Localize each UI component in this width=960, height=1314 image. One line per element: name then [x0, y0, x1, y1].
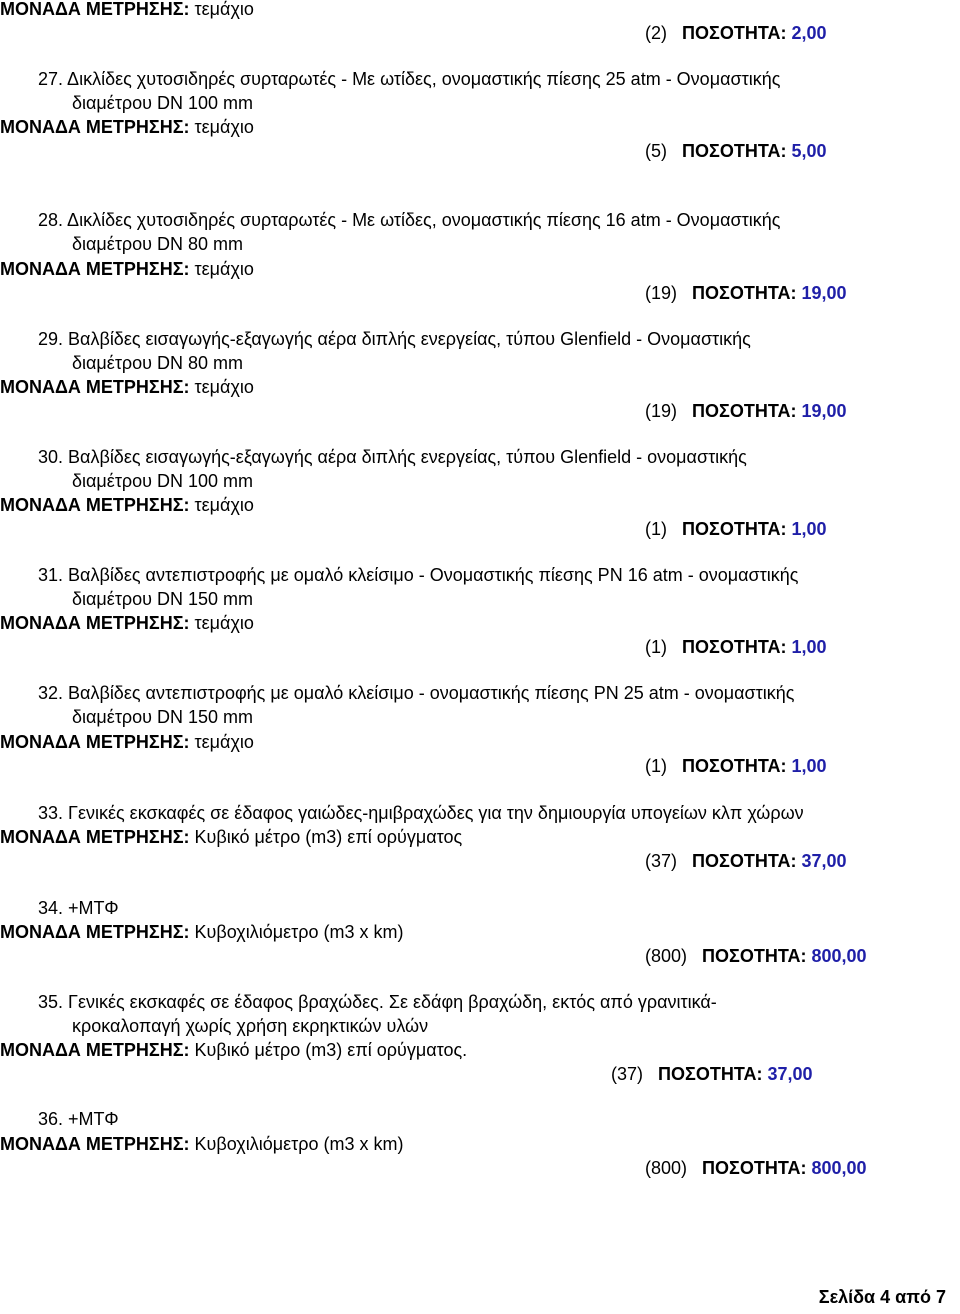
quantity-label: ΠΟΣΟΤΗΤΑ:	[682, 756, 787, 776]
quantity-value: 37,00	[801, 851, 847, 871]
item-27-line1	[38, 68, 780, 90]
item-35-quantity	[611, 1063, 813, 1085]
item-35-line2: κροκαλοπαγή χωρίς χρήση εκρηκτικών υλών	[72, 1016, 429, 1036]
unit-value: τεμάχιο	[194, 0, 254, 19]
item-32-quantity	[645, 755, 827, 777]
quantity-code: (19)	[645, 401, 678, 421]
unit-label: ΜΟΝΑΔΑ ΜΕΤΡΗΣΗΣ:	[0, 613, 190, 633]
unit-value: τεμάχιο	[194, 613, 254, 633]
item-30-unit	[0, 494, 254, 516]
quantity-code: (1)	[645, 637, 667, 657]
item-33-quantity	[645, 850, 847, 872]
unit-value: Κυβικό μέτρο (m3) επί ορύγματος	[194, 827, 463, 847]
item-number: 36.	[38, 1109, 64, 1129]
item-28-line2: διαμέτρου DN 80 mm	[72, 234, 244, 254]
quantity-label: ΠΟΣΟΤΗΤΑ:	[702, 1158, 807, 1178]
quantity-value: 800,00	[811, 946, 867, 966]
unit-label: ΜΟΝΑΔΑ ΜΕΤΡΗΣΗΣ:	[0, 1134, 190, 1154]
quantity-label: ΠΟΣΟΤΗΤΑ:	[692, 851, 797, 871]
item-36-unit	[0, 1133, 403, 1155]
quantity-line-top	[645, 22, 827, 44]
item-number: 30.	[38, 447, 64, 467]
unit-value: Κυβικό μέτρο (m3) επί ορύγματος.	[194, 1040, 468, 1060]
item-29-quantity	[645, 400, 847, 422]
unit-label: ΜΟΝΑΔΑ ΜΕΤΡΗΣΗΣ:	[0, 827, 190, 847]
item-32-line1	[38, 682, 794, 704]
unit-value: τεμάχιο	[194, 495, 254, 515]
quantity-code: (5)	[645, 141, 667, 161]
item-description: Δικλίδες χυτοσιδηρές συρταρωτές - Με ωτίδες, ονομαστικής πίεσης 16 atm - Ονομαστικής	[67, 210, 781, 230]
item-description: Βαλβίδες εισαγωγής-εξαγωγής αέρα διπλής ενεργείας, τύπου Glenfield - ονομαστικής	[68, 447, 747, 467]
quantity-label: ΠΟΣΟΤΗΤΑ:	[702, 946, 807, 966]
item-36-line1	[38, 1108, 119, 1130]
item-29-line2: διαμέτρου DN 80 mm	[72, 353, 244, 373]
quantity-value: 37,00	[767, 1064, 813, 1084]
item-31-unit	[0, 612, 254, 634]
unit-label: ΜΟΝΑΔΑ ΜΕΤΡΗΣΗΣ:	[0, 495, 190, 515]
item-29-unit	[0, 376, 254, 398]
quantity-value: 800,00	[811, 1158, 867, 1178]
quantity-value: 2,00	[791, 23, 827, 43]
unit-label: ΜΟΝΑΔΑ ΜΕΤΡΗΣΗΣ:	[0, 922, 190, 942]
item-28-unit	[0, 258, 254, 280]
item-number: 32.	[38, 683, 64, 703]
item-description: Βαλβίδες αντεπιστροφής με ομαλό κλείσιμο - Ονομαστικής πίεσης PN 16 atm - ονομαστικής	[68, 565, 799, 585]
item-description: Βαλβίδες εισαγωγής-εξαγωγής αέρα διπλής ενεργείας, τύπου Glenfield - Ονομαστικής	[68, 329, 751, 349]
unit-value: τεμάχιο	[194, 117, 254, 137]
item-number: 34.	[38, 898, 64, 918]
item-31-line1	[38, 564, 798, 586]
item-34-line1	[38, 897, 119, 919]
item-32-line2: διαμέτρου DN 150 mm	[72, 707, 254, 727]
quantity-value: 19,00	[801, 283, 847, 303]
unit-value: τεμάχιο	[194, 259, 254, 279]
item-29-line1	[38, 328, 751, 350]
quantity-label: ΠΟΣΟΤΗΤΑ:	[682, 637, 787, 657]
unit-label: ΜΟΝΑΔΑ ΜΕΤΡΗΣΗΣ:	[0, 117, 190, 137]
quantity-label: ΠΟΣΟΤΗΤΑ:	[692, 283, 797, 303]
item-30-line2: διαμέτρου DN 100 mm	[72, 471, 254, 491]
item-36-quantity	[645, 1157, 867, 1179]
item-32-unit	[0, 731, 254, 753]
item-33-unit	[0, 826, 462, 848]
quantity-value: 1,00	[791, 637, 827, 657]
item-number: 31.	[38, 565, 64, 585]
unit-value: Κυβοχιλιόμετρο (m3 x km)	[194, 922, 404, 942]
item-number: 29.	[38, 329, 64, 349]
page-number: Σελίδα 4 από 7	[818, 1287, 946, 1307]
quantity-value: 19,00	[801, 401, 847, 421]
item-27-quantity	[645, 140, 827, 162]
quantity-code: (2)	[645, 23, 667, 43]
item-number: 27.	[38, 69, 64, 89]
item-description: Δικλίδες χυτοσιδηρές συρταρωτές - Με ωτίδες, ονομαστικής πίεσης 25 atm - Ονομαστικής	[67, 69, 781, 89]
item-31-quantity	[645, 636, 827, 658]
item-description: Βαλβίδες αντεπιστροφής με ομαλό κλείσιμο - ονομαστικής πίεσης PN 25 atm - ονομαστικής	[68, 683, 795, 703]
item-description: Γενικές εκσκαφές σε έδαφος βραχώδες. Σε εδάφη βραχώδη, εκτός από γρανιτικά-	[68, 992, 717, 1012]
quantity-value: 5,00	[791, 141, 827, 161]
quantity-code: (1)	[645, 756, 667, 776]
quantity-value: 1,00	[791, 519, 827, 539]
item-28-quantity	[645, 282, 847, 304]
unit-line-top	[0, 0, 254, 20]
item-35-line1	[38, 991, 717, 1013]
unit-value: τεμάχιο	[194, 732, 254, 752]
quantity-label: ΠΟΣΟΤΗΤΑ:	[692, 401, 797, 421]
quantity-code: (800)	[645, 1158, 688, 1178]
item-31-line2: διαμέτρου DN 150 mm	[72, 589, 254, 609]
item-28-line1	[38, 209, 780, 231]
unit-label: ΜΟΝΑΔΑ ΜΕΤΡΗΣΗΣ:	[0, 377, 190, 397]
item-33-line1	[38, 802, 804, 824]
quantity-code: (800)	[645, 946, 688, 966]
quantity-label: ΠΟΣΟΤΗΤΑ:	[682, 23, 787, 43]
unit-label: ΜΟΝΑΔΑ ΜΕΤΡΗΣΗΣ:	[0, 1040, 190, 1060]
item-description: +ΜΤΦ	[68, 1109, 119, 1129]
unit-value: Κυβοχιλιόμετρο (m3 x km)	[194, 1134, 404, 1154]
unit-label: ΜΟΝΑΔΑ ΜΕΤΡΗΣΗΣ:	[0, 259, 190, 279]
quantity-label: ΠΟΣΟΤΗΤΑ:	[682, 519, 787, 539]
quantity-code: (37)	[645, 851, 678, 871]
quantity-label: ΠΟΣΟΤΗΤΑ:	[682, 141, 787, 161]
unit-label: ΜΟΝΑΔΑ ΜΕΤΡΗΣΗΣ:	[0, 0, 190, 19]
quantity-value: 1,00	[791, 756, 827, 776]
item-number: 28.	[38, 210, 64, 230]
item-number: 33.	[38, 803, 64, 823]
item-27-unit	[0, 116, 254, 138]
item-description: Γενικές εκσκαφές σε έδαφος γαιώδες-ημιβραχώδες για την δημιουργία υπογείων κλπ χώρων	[68, 803, 804, 823]
item-30-quantity	[645, 518, 827, 540]
quantity-code: (19)	[645, 283, 678, 303]
item-27-line2: διαμέτρου DN 100 mm	[72, 93, 254, 113]
item-description: +ΜΤΦ	[68, 898, 119, 918]
item-30-line1	[38, 446, 747, 468]
item-number: 35.	[38, 992, 64, 1012]
item-35-unit	[0, 1039, 467, 1061]
unit-value: τεμάχιο	[194, 377, 254, 397]
item-34-quantity	[645, 945, 867, 967]
unit-label: ΜΟΝΑΔΑ ΜΕΤΡΗΣΗΣ:	[0, 732, 190, 752]
quantity-code: (37)	[611, 1064, 644, 1084]
quantity-label: ΠΟΣΟΤΗΤΑ:	[658, 1064, 763, 1084]
item-34-unit	[0, 921, 403, 943]
quantity-code: (1)	[645, 519, 667, 539]
